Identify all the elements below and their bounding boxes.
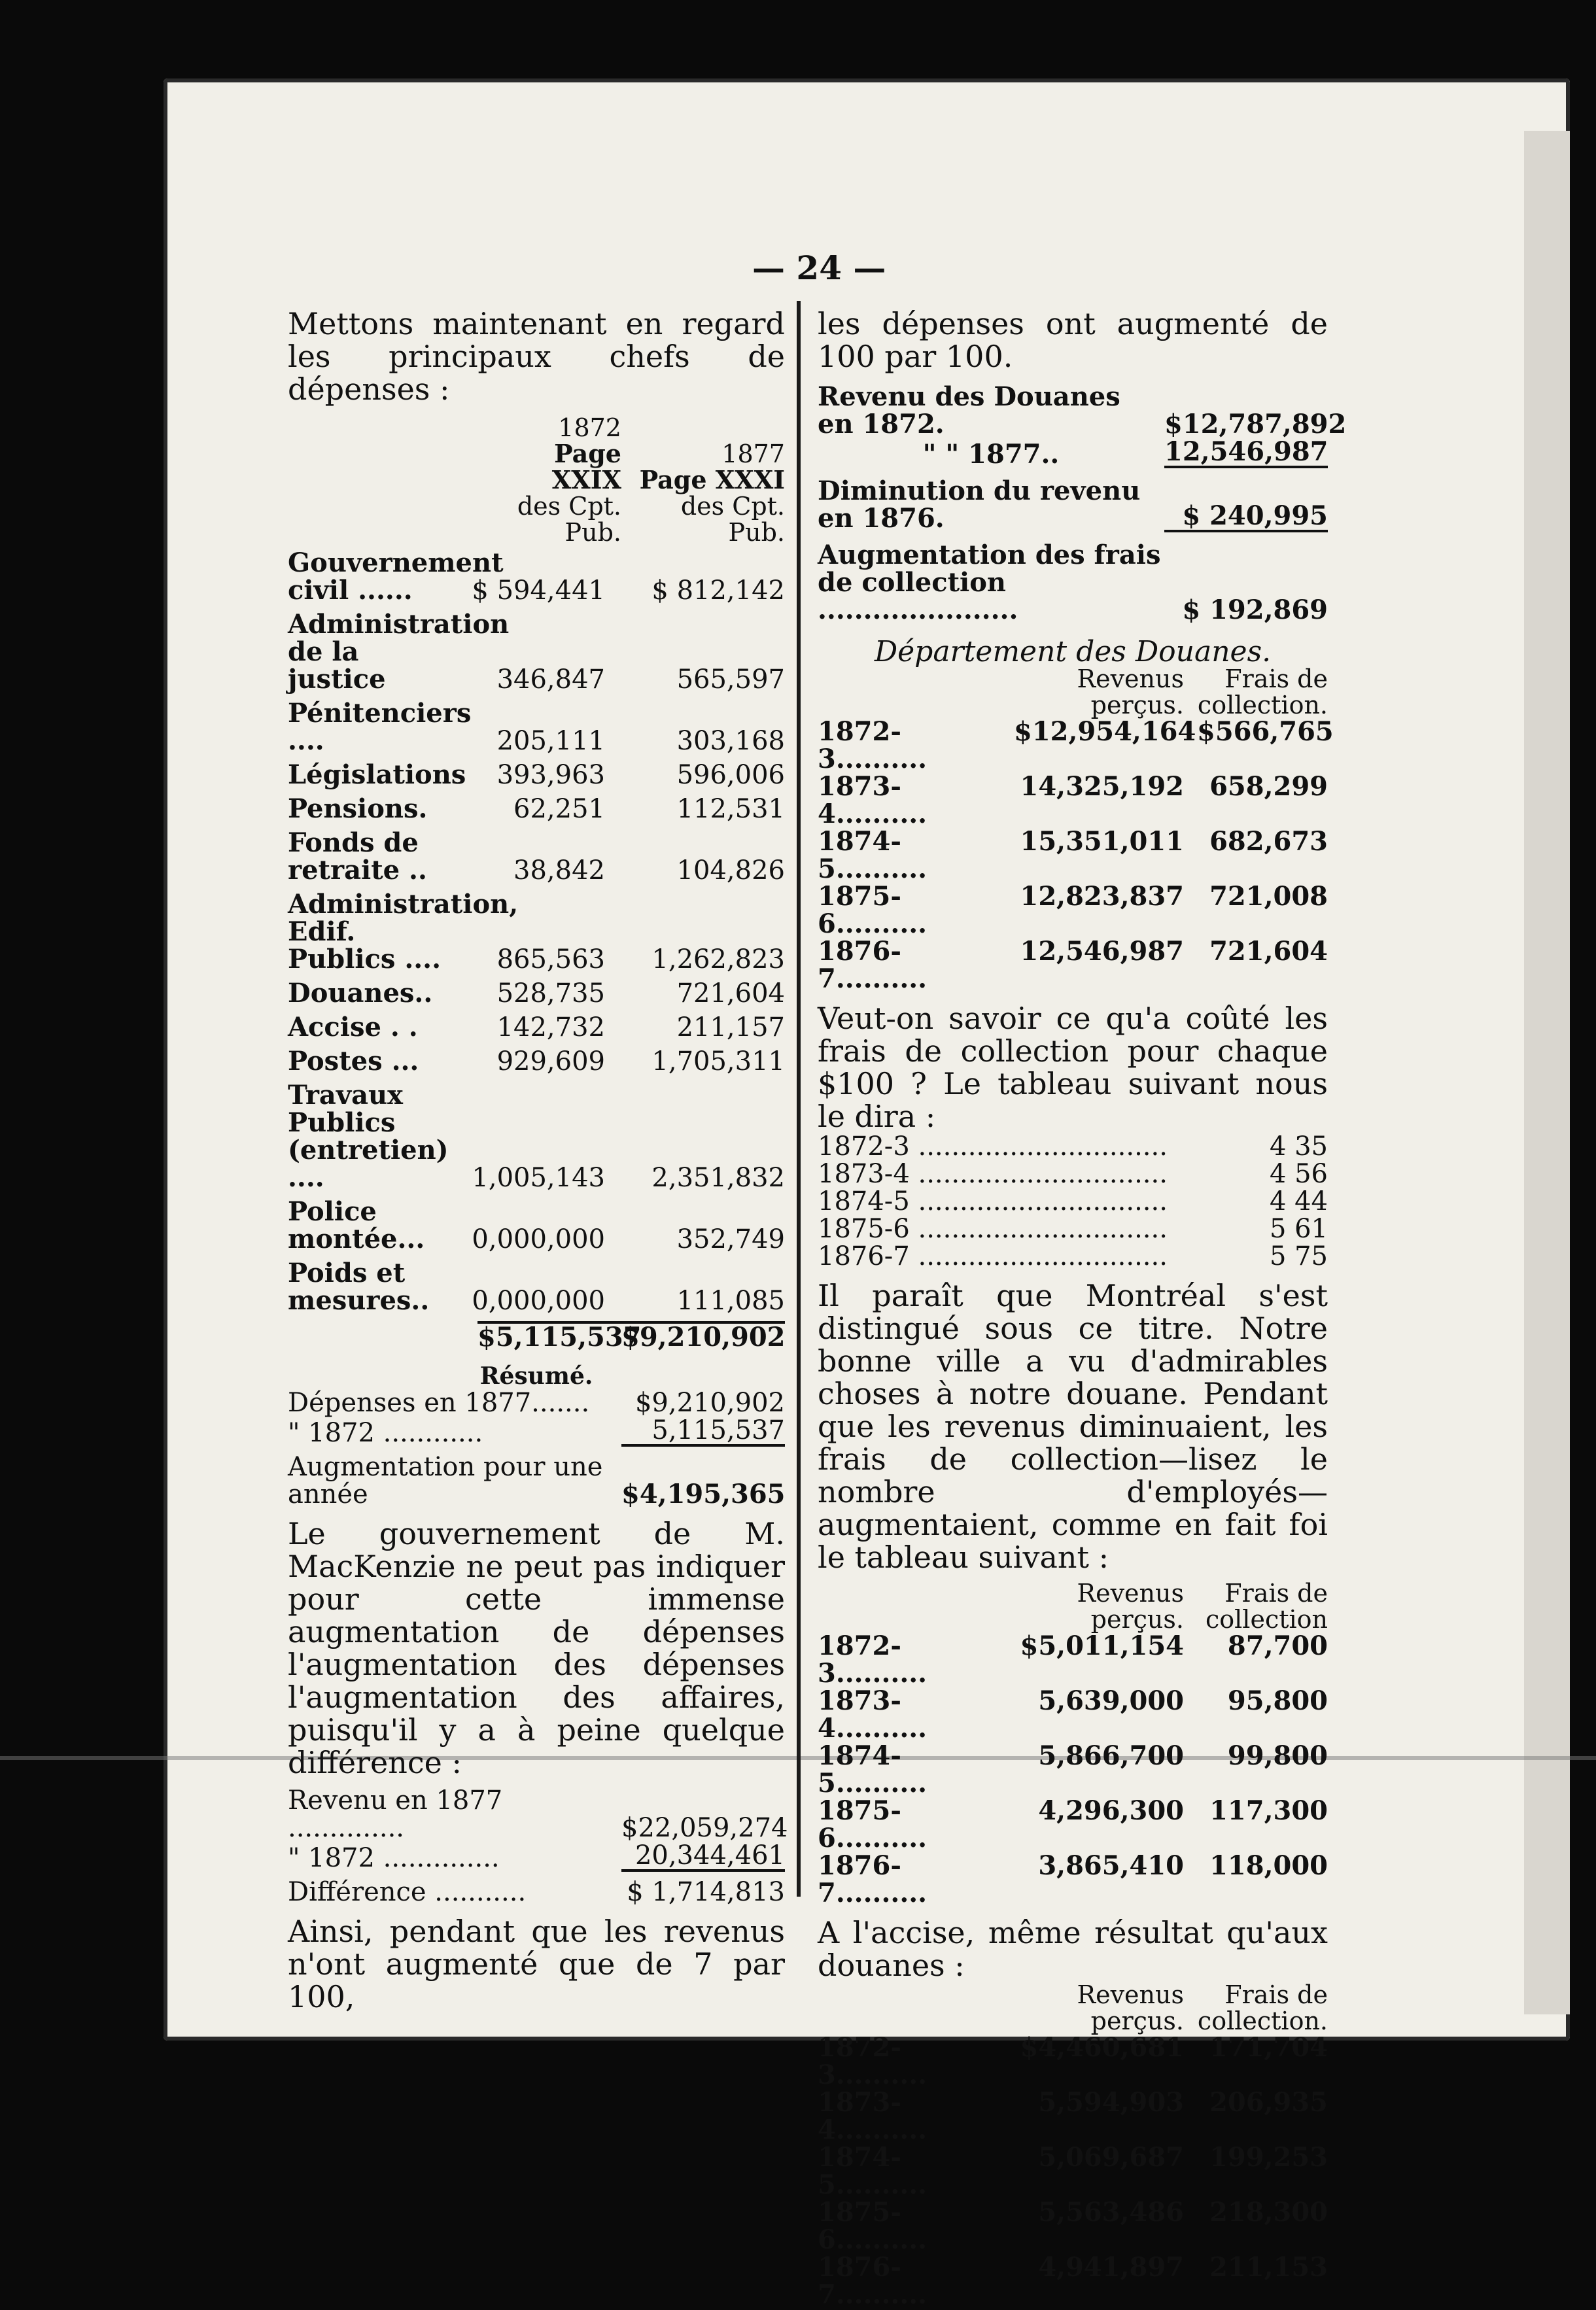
value-1872: 929,609 [496,1046,605,1077]
douanes-revenu-row [818,381,1347,440]
resume-label: Dépenses en 1877....... [288,1388,590,1418]
row-value: 5 75 [1269,1241,1328,1271]
value-1872: 346,847 [496,664,605,695]
row-year: 1874-5 .............................. [818,1188,1168,1215]
row-year: 1873-4.......... [818,1685,928,1744]
row-year: 1872-3.......... [818,1630,928,1689]
row-label: Fonds de retraite .. [288,827,427,886]
revenu-row [288,1785,788,1843]
header-revenus: Revenus perçus. [1077,664,1184,719]
row-label: Accise . . [288,1012,418,1043]
paragraph-accise: A l'accise, même résultat qu'aux douanes : [818,1915,1328,1983]
row-revenus: 3,865,410 [1038,1850,1184,1881]
table-row [818,1215,1328,1243]
row-year: 1876-7.......... [818,1850,928,1908]
revenu-value: 20,344,461 [621,1842,785,1872]
value-1877: 352,749 [676,1224,785,1254]
intro-paragraph: Mettons maintenant en regard les principaux chefs de dépenses : [288,306,785,407]
row-label: Poids et mesures.. [288,1258,430,1316]
row-revenus: 5,639,000 [1038,1685,1184,1716]
value-1872: 393,963 [496,760,605,790]
value-1877: 112,531 [676,794,785,824]
table-row [288,829,785,884]
row-year: 1875-6.......... [818,2197,928,2255]
row-revenus: 5,594,903 [1038,2087,1184,2118]
value-1877: 104,826 [676,855,785,886]
page-ref-1877: Page XXXI [639,465,785,494]
row-frais: 211,153 [1209,2252,1328,2283]
expense-table [288,549,785,1315]
row-frais: 682,673 [1209,826,1328,857]
value-1872: 1,005,143 [472,1163,605,1193]
row-label: Administration, Edif. Publics .... [288,889,519,974]
value-1872: 38,842 [513,855,605,886]
value-1877: 1,705,311 [651,1046,785,1077]
row-frais: 99,800 [1227,1740,1328,1771]
row-frais: 118,000 [1209,1850,1328,1881]
paragraph-cout: Veut-on savoir ce qu'a coûté les frais de collection pour chaque $100 ? Le tableau suivant nous le dira : [818,1001,1328,1134]
row-frais: 721,008 [1209,881,1328,912]
header-frais: Frais de collection [1205,1579,1328,1634]
row-year: 1873-4 .............................. [818,1160,1168,1188]
header-1872 [477,415,621,545]
table-row [818,1687,1328,1742]
total-1877: $9,210,902 [621,1322,786,1353]
value-1877: 111,085 [676,1286,785,1316]
row-revenus: $4,460,681 [1020,2032,1184,2063]
row-value: 4 44 [1269,1186,1328,1216]
row-year: 1872-3.......... [818,716,928,774]
value-1877: 2,351,832 [651,1163,785,1193]
row-frais: 95,800 [1227,1685,1328,1716]
row-revenus: 4,296,300 [1038,1795,1184,1826]
table-row [818,773,1328,828]
year-1877: 1877 [721,440,785,468]
row-revenus: 5,563,486 [1038,2197,1184,2228]
value-1872: 0,000,000 [472,1286,605,1316]
row-frais: 206,935 [1209,2087,1328,2118]
total-1872: $5,115,537 [477,1322,642,1353]
value-1877: 596,006 [676,760,785,790]
diminution-value: $ 240,995 [1164,502,1328,532]
revenu-label: " 1872 .............. [288,1843,500,1873]
row-year: 1872-3 .............................. [818,1133,1168,1160]
resume-label: " 1872 ............ [288,1418,483,1448]
header-frais: Frais de collection. [1197,664,1328,719]
row-value: 5 61 [1269,1214,1328,1244]
revenu-value: $22,059,274 [621,1813,788,1843]
value-1872: 205,111 [496,726,605,756]
diminution-label: Diminution du revenu en 1876. [818,475,1141,534]
table-row [288,761,785,789]
row-frais: 117,300 [1209,1795,1328,1826]
value-1877: 1,262,823 [651,944,785,974]
paragraph-mackenzie: Le gouvernement de M. MacKenzie ne peut pas indiquer pour cette immense augmentation de dépenses l'augmentation des dépenses l'augmentation des affaires, puisqu'il y a à peine quelque différence : [288,1516,785,1780]
source-1877: des Cpt. Pub. [680,492,785,547]
page-ref-1872: Page XXIX [551,439,621,494]
row-frais: 721,604 [1209,936,1328,967]
table-row [818,1133,1328,1160]
value-1877: 721,604 [676,978,785,1008]
row-revenus: $5,011,154 [1020,1630,1184,1661]
value-1877: 303,168 [676,726,785,756]
row-year: 1873-4.......... [818,2087,928,2145]
resume-value: $9,210,902 [634,1388,785,1418]
row-value: 4 35 [1269,1131,1328,1162]
row-revenus: 15,351,011 [1020,826,1184,857]
augmentation-label: Augmentation pour une année [288,1452,603,1509]
table3-header [818,1580,1328,1632]
row-revenus: 5,866,700 [1038,1740,1184,1771]
header-frais: Frais de collection. [1197,1980,1328,2035]
augmentation-frais-value: $ 192,869 [1182,595,1328,625]
paragraph-montreal: Il paraît que Montréal s'est distingué sous ce titre. Notre bonne ville a vu d'admirables choses à notre douane. Pendant que les revenus diminuaient, les frais de collection—lisez le nombre d'employés—augmentaient, comme en fait foi le tableau suivant : [818,1278,1328,1575]
table4-header [818,1982,1328,2034]
row-frais: $566,765 [1197,716,1334,747]
table-row [818,1852,1328,1907]
row-label: Douanes.. [288,978,433,1008]
value-1872: $ 594,441 [472,576,605,606]
row-frais: 658,299 [1209,771,1328,802]
column-divider [797,301,801,1897]
row-frais: 87,700 [1227,1630,1328,1661]
value-1872: 62,251 [513,794,605,824]
source-1872: des Cpt. Pub. [517,492,621,547]
paragraph-ainsi: Ainsi, pendant que les revenus n'ont augmenté que de 7 par 100, [288,1914,785,2014]
table-row [288,611,785,693]
value-1877: 211,157 [676,1012,785,1043]
row-year: 1875-6.......... [818,1795,928,1853]
table-row [818,883,1328,938]
douanes-revenu-value: $12,787,892 [1164,409,1347,440]
resume-title: Résumé. [479,1362,593,1390]
expense-table-header [288,415,785,545]
row-revenus: 14,325,192 [1020,771,1184,802]
table-row [288,891,785,973]
row-label: Gouvernement civil ...... [288,547,504,606]
table-row [818,1188,1328,1215]
resume-row [288,1417,785,1447]
row-year: 1874-5.......... [818,2142,928,2200]
header-revenus: Revenus perçus. [1077,1579,1184,1634]
year-1872: 1872 [558,413,621,442]
table-row [288,700,785,755]
page-number: — 24 — [752,249,886,287]
revenu-label: Revenu en 1877 .............. [288,1785,503,1843]
row-revenus: 12,823,837 [1020,881,1184,912]
row-label: Législations [288,759,466,790]
row-year: 1876-7 .............................. [818,1243,1168,1270]
row-label: Police montée... [288,1196,425,1254]
row-year: 1875-6 .............................. [818,1215,1168,1243]
totals-row [288,1321,785,1351]
table-row [288,1048,785,1075]
revenu-row [288,1842,785,1872]
row-frais: 171,704 [1209,2032,1328,2063]
value-1872: 865,563 [496,944,605,974]
row-frais: 218,300 [1209,2197,1328,2228]
douanes-revenu-row [818,438,1328,468]
table-row [818,2199,1328,2254]
table-row [818,1243,1328,1270]
row-revenus: 5,069,687 [1038,2142,1184,2173]
row-year: 1872-3.......... [818,2032,928,2090]
augmentation-frais-label: Augmentation des frais de collection ...................... [818,540,1161,625]
row-label: Travaux Publics (entretien) .... [288,1080,449,1193]
row-value: 4 56 [1269,1159,1328,1189]
table-row [288,980,785,1007]
row-year: 1875-6.......... [818,881,928,939]
header-1877 [621,441,785,545]
table-row [288,795,785,823]
value-1872: 142,732 [496,1012,605,1043]
row-year: 1876-7.......... [818,2252,928,2310]
table-row [818,938,1328,993]
value-1877: $ 812,142 [651,576,785,606]
resume-value: 5,115,537 [621,1417,785,1447]
row-label: Postes ... [288,1046,419,1077]
table-row [818,2034,1328,2089]
table-row [288,1260,785,1315]
row-label: Pénitenciers .... [288,698,472,756]
page-edge [1524,131,1570,2014]
table-row [818,1742,1328,1797]
table-row [288,549,785,604]
row-year: 1876-7.......... [818,936,928,994]
resume-row [288,1389,785,1417]
row-year: 1874-5.......... [818,826,928,884]
row-revenus: 4,941,897 [1038,2252,1184,2283]
table-row [818,1632,1328,1687]
table-row [288,1014,785,1041]
table-row [818,2144,1328,2199]
augmentation-frais-row [818,542,1328,624]
difference-row [288,1878,785,1906]
douanes-revenu-label: Revenu des Douanes en 1872. [818,381,1120,440]
difference-value: $ 1,714,813 [627,1877,785,1907]
diminution-row [818,477,1328,532]
augmentation-value: $4,195,365 [621,1479,786,1509]
table-row [818,828,1328,883]
row-year: 1873-4.......... [818,771,928,829]
value-1872: 0,000,000 [472,1224,605,1254]
row-label: Pensions. [288,793,428,824]
table-row [288,1082,785,1192]
difference-label: Différence ........... [288,1877,527,1907]
row-revenus: $12,954,164 [1014,716,1196,747]
table1-header [818,666,1328,718]
value-1877: 565,597 [676,664,785,695]
row-frais: 199,253 [1209,2142,1328,2173]
row-revenus: 12,546,987 [1020,936,1184,967]
douanes-revenu-value: 12,546,987 [1164,436,1328,467]
row-label: Administration de la justice [288,609,510,695]
row-year: 1874-5.......... [818,1740,928,1799]
table-row [818,2254,1328,2309]
left-column [288,306,788,2014]
table-row [818,1160,1328,1188]
departement-title: Département des Douanes. [874,635,1272,668]
table-row [288,1198,785,1253]
douanes-revenu-label: " " 1877.. [922,439,1060,470]
table-row [818,716,1334,774]
augmentation-row [288,1453,785,1508]
value-1872: 528,735 [496,978,605,1008]
table-row [818,2089,1328,2144]
right-column [818,306,1347,2310]
table-row [818,1797,1328,1852]
paragraph-depenses: les dépenses ont augmenté de 100 par 100. [818,306,1328,374]
header-revenus: Revenus perçus. [1077,1980,1184,2035]
